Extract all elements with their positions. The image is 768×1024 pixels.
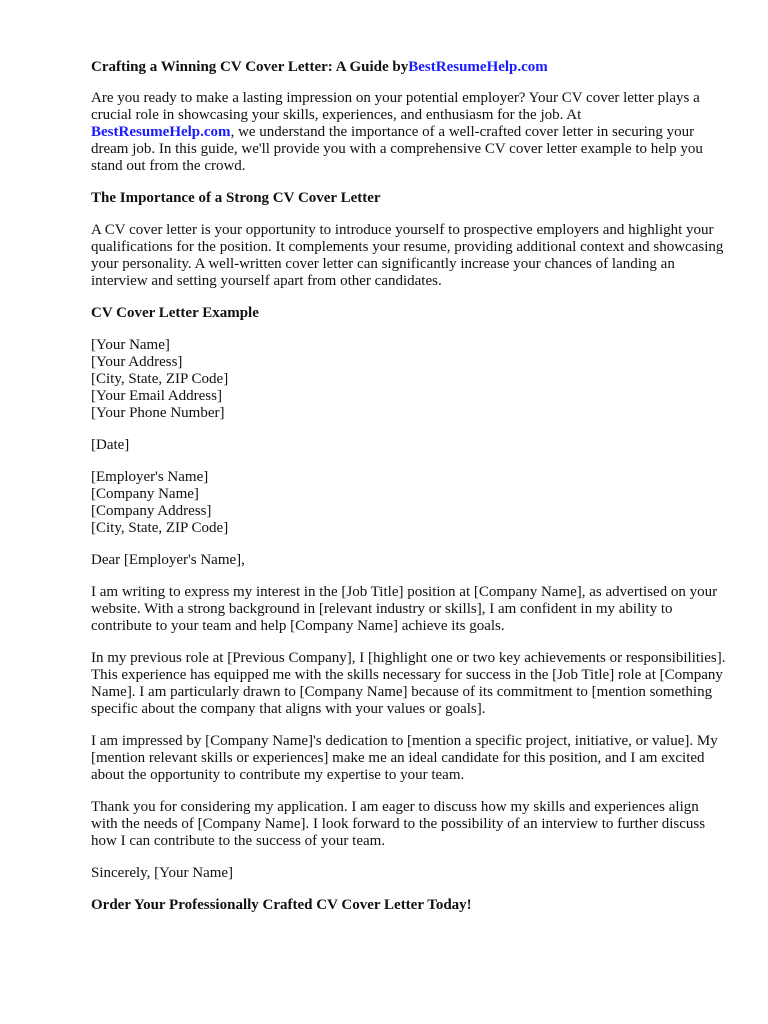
letter-closing: Sincerely, [Your Name] [91, 865, 234, 881]
recipient-company-address: [Company Address] [91, 503, 212, 519]
section-example-heading: CV Cover Letter Example [91, 305, 259, 321]
letter-paragraph-1: I am writing to express my interest in the [Job Title] position at [Company Name], as advertised on your website. With a strong background in [relevant industry or skills], I am confident in my ability to contribute to your team and help [Company Name] achieve its goals. [91, 584, 718, 634]
letter-salutation: Dear [Employer's Name], [91, 552, 245, 568]
section-importance-heading: The Importance of a Strong CV Cover Letter [91, 190, 381, 206]
sender-address-block [91, 337, 728, 422]
title-site-link[interactable]: BestResumeHelp.com [408, 59, 548, 75]
order-cta-heading: Order Your Professionally Crafted CV Cover Letter Today! [91, 897, 472, 913]
section-importance-body: A CV cover letter is your opportunity to introduce yourself to prospective employers and highlight your qualifications for the position. It complements your resume, providing additional context and showcasing your personality. A well-written cover letter can significantly increase your chances of landing an interview and setting yourself apart from other candidates. [91, 222, 724, 289]
title-text: Crafting a Winning CV Cover Letter: A Guide by [91, 59, 409, 75]
sender-email: [Your Email Address] [91, 388, 222, 404]
recipient-city-state-zip: [City, State, ZIP Code] [91, 520, 229, 536]
recipient-address-block [91, 469, 728, 537]
intro-text-part2: , we understand the importance of a well-crafted cover letter in securing your dream job. In this guide, we'll provide you with a comprehensive CV cover letter example to help you stand out from the crowd. [91, 124, 703, 174]
intro-paragraph [91, 90, 728, 175]
sender-phone: [Your Phone Number] [91, 405, 225, 421]
letter-paragraph-3: I am impressed by [Company Name]'s dedication to [mention a specific project, initiative, or value]. My [mention relevant skills or experiences] make me an ideal candidate for this position, and I am excited about the opportunity to contribute my expertise to your team. [91, 733, 718, 783]
intro-site-link[interactable]: BestResumeHelp.com [91, 124, 231, 140]
letter-date: [Date] [91, 437, 130, 453]
recipient-name: [Employer's Name] [91, 469, 209, 485]
sender-city-state-zip: [City, State, ZIP Code] [91, 371, 229, 387]
letter-paragraph-2: In my previous role at [Previous Company], I [highlight one or two key achievements or responsibilities]. This experience has equipped me with the skills necessary for success in the [Job Title] role at [Company Name]. I am particularly drawn to [Company Name] because of its commitment to [mention something specific about the company that aligns with your values or goals]. [91, 650, 726, 717]
recipient-company: [Company Name] [91, 486, 199, 502]
sender-address: [Your Address] [91, 354, 183, 370]
letter-paragraph-4: Thank you for considering my application. I am eager to discuss how my skills and experiences align with the needs of [Company Name]. I look forward to the possibility of an interview to further discuss how I can contribute to the success of your team. [91, 799, 706, 849]
document-title [91, 58, 728, 76]
sender-name: [Your Name] [91, 337, 170, 353]
intro-text-part1: Are you ready to make a lasting impression on your potential employer? Your CV cover letter plays a crucial role in showcasing your skills, experiences, and enthusiasm for the job. At [91, 90, 700, 123]
